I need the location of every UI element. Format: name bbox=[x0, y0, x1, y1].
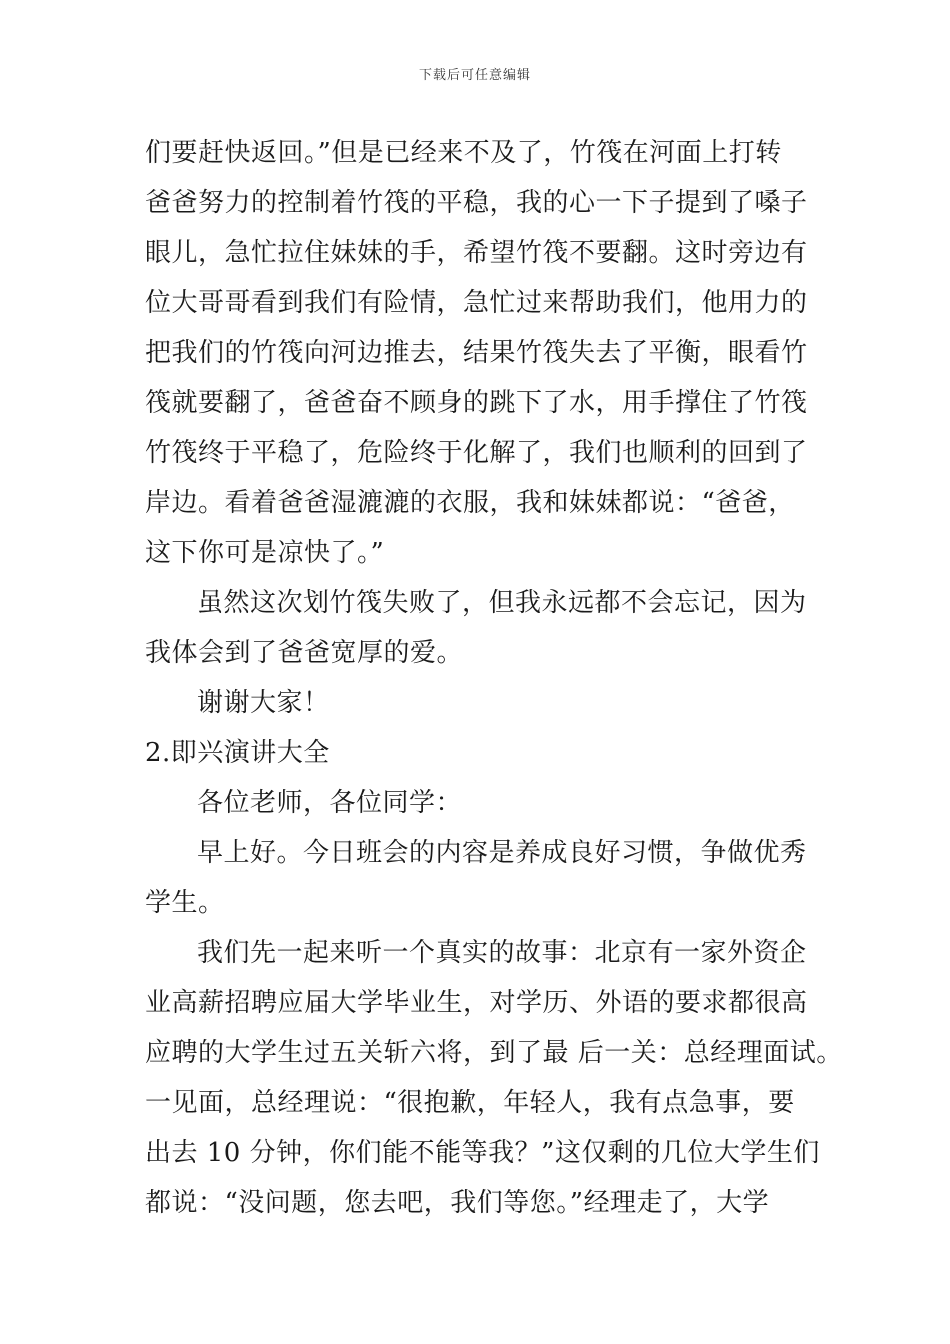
text-line: 业高薪招聘应届大学毕业生，对学历、外语的要求都很高 bbox=[145, 988, 808, 1018]
text-line: 眼儿，急忙拉住妹妹的手，希望竹筏不要翻。这时旁边有 bbox=[145, 238, 808, 268]
section-heading: 2.即兴演讲大全 bbox=[145, 738, 330, 768]
text-line: 学生。 bbox=[145, 888, 225, 918]
text-line: 应聘的大学生过五关斩六将，到了最 后一关：总经理面试。 bbox=[145, 1038, 843, 1068]
page-header-note: 下载后可任意编辑 bbox=[418, 68, 531, 83]
text-line: 位大哥哥看到我们有险情，急忙过来帮助我们，他用力的 bbox=[145, 288, 808, 318]
document-body bbox=[145, 128, 845, 1228]
paragraph-start-line: 虽然这次划竹筏失败了，但我永远都不会忘记，因为 bbox=[197, 588, 807, 618]
text-line: 筏就要翻了，爸爸奋不顾身的跳下了水，用手撑住了竹筏 bbox=[145, 388, 808, 418]
text-line: 岸边。看着爸爸湿漉漉的衣服，我和妹妹都说：“爸爸， bbox=[145, 488, 795, 518]
text-line: 这下你可是凉快了。” bbox=[145, 538, 385, 568]
text-line: 把我们的竹筏向河边推去，结果竹筏失去了平衡，眼看竹 bbox=[145, 338, 808, 368]
salutation-line: 各位老师，各位同学： bbox=[197, 788, 463, 818]
text-line: 都说：“没问题，您去吧，我们等您。”经理走了，大学 bbox=[145, 1188, 770, 1218]
paragraph-start-line: 我们先一起来听一个真实的故事：北京有一家外资企 bbox=[197, 938, 807, 968]
text-line: 竹筏终于平稳了，危险终于化解了，我们也顺利的回到了 bbox=[145, 438, 808, 468]
text-line: 们要赶快返回。”但是已经来不及了，竹筏在河面上打转 bbox=[145, 138, 782, 168]
text-line: 出去 10 分钟，你们能不能等我？”这仅剩的几位大学生们 bbox=[145, 1138, 820, 1168]
text-line: 爸爸努力的控制着竹筏的平稳，我的心一下子提到了嗓子 bbox=[145, 188, 808, 218]
text-line: 一见面，总经理说：“很抱歉，年轻人，我有点急事，要 bbox=[145, 1088, 795, 1118]
paragraph-start-line: 早上好。今日班会的内容是养成良好习惯，争做优秀 bbox=[197, 838, 807, 868]
text-line: 我体会到了爸爸宽厚的爱。 bbox=[145, 638, 464, 668]
closing-line: 谢谢大家！ bbox=[197, 688, 330, 718]
